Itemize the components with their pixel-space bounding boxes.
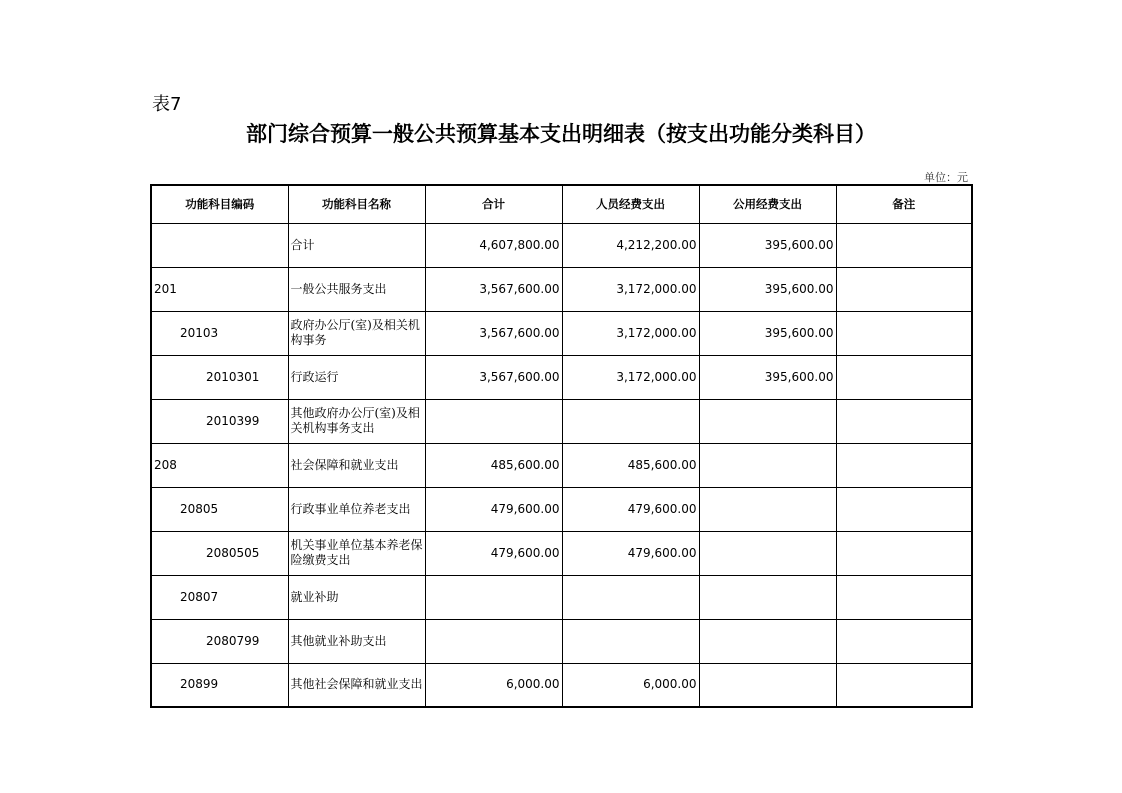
table-row xyxy=(151,355,972,399)
row-total xyxy=(425,619,562,663)
row-total: 485,600.00 xyxy=(425,443,562,487)
row-personnel: 485,600.00 xyxy=(562,443,699,487)
row-code: 201 xyxy=(151,267,288,311)
row-total xyxy=(425,399,562,443)
row-name: 其他就业补助支出 xyxy=(288,619,425,663)
row-name: 合计 xyxy=(288,223,425,267)
table-row xyxy=(151,575,972,619)
table-row xyxy=(151,531,972,575)
row-name: 行政运行 xyxy=(288,355,425,399)
header-function-code: 功能科目编码 xyxy=(151,185,288,223)
row-personnel: 479,600.00 xyxy=(562,487,699,531)
row-public: 395,600.00 xyxy=(699,267,836,311)
row-note xyxy=(836,619,972,663)
table-row xyxy=(151,267,972,311)
table-row xyxy=(151,311,972,355)
row-name: 其他社会保障和就业支出 xyxy=(288,663,425,707)
table-row xyxy=(151,663,972,707)
row-total: 479,600.00 xyxy=(425,531,562,575)
row-public xyxy=(699,443,836,487)
row-personnel: 479,600.00 xyxy=(562,531,699,575)
table-number-label: 表7 xyxy=(152,94,182,115)
row-public: 395,600.00 xyxy=(699,223,836,267)
row-note xyxy=(836,399,972,443)
row-name: 行政事业单位养老支出 xyxy=(288,487,425,531)
table-row xyxy=(151,399,972,443)
row-code: 20807 xyxy=(151,575,288,619)
row-personnel: 6,000.00 xyxy=(562,663,699,707)
page-title: 部门综合预算一般公共预算基本支出明细表（按支出功能分类科目） xyxy=(246,121,876,146)
row-code: 2080799 xyxy=(151,619,288,663)
row-note xyxy=(836,663,972,707)
row-personnel xyxy=(562,619,699,663)
row-public xyxy=(699,487,836,531)
row-note xyxy=(836,267,972,311)
row-public: 395,600.00 xyxy=(699,355,836,399)
table-row xyxy=(151,443,972,487)
row-total: 4,607,800.00 xyxy=(425,223,562,267)
row-public xyxy=(699,663,836,707)
header-total: 合计 xyxy=(425,185,562,223)
row-code: 2010301 xyxy=(151,355,288,399)
row-name: 其他政府办公厅(室)及相关机构事务支出 xyxy=(288,399,425,443)
row-public xyxy=(699,619,836,663)
row-note xyxy=(836,311,972,355)
header-public-expense: 公用经费支出 xyxy=(699,185,836,223)
row-total xyxy=(425,575,562,619)
row-personnel xyxy=(562,399,699,443)
table-row xyxy=(151,487,972,531)
row-name: 机关事业单位基本养老保险缴费支出 xyxy=(288,531,425,575)
row-personnel: 3,172,000.00 xyxy=(562,311,699,355)
row-note xyxy=(836,575,972,619)
row-personnel: 3,172,000.00 xyxy=(562,355,699,399)
row-name: 就业补助 xyxy=(288,575,425,619)
row-code: 208 xyxy=(151,443,288,487)
row-note xyxy=(836,223,972,267)
row-code xyxy=(151,223,288,267)
row-note xyxy=(836,443,972,487)
row-code: 2080505 xyxy=(151,531,288,575)
row-code: 20899 xyxy=(151,663,288,707)
unit-label: 单位：元 xyxy=(924,171,968,184)
row-total: 479,600.00 xyxy=(425,487,562,531)
row-code: 2010399 xyxy=(151,399,288,443)
header-remarks: 备注 xyxy=(836,185,972,223)
budget-table xyxy=(150,184,973,708)
row-public xyxy=(699,399,836,443)
row-public xyxy=(699,531,836,575)
row-total: 3,567,600.00 xyxy=(425,311,562,355)
row-personnel: 4,212,200.00 xyxy=(562,223,699,267)
row-public: 395,600.00 xyxy=(699,311,836,355)
row-total: 6,000.00 xyxy=(425,663,562,707)
row-note xyxy=(836,531,972,575)
row-note xyxy=(836,487,972,531)
row-name: 政府办公厅(室)及相关机构事务 xyxy=(288,311,425,355)
table-row xyxy=(151,223,972,267)
row-personnel: 3,172,000.00 xyxy=(562,267,699,311)
table-row xyxy=(151,619,972,663)
row-name: 一般公共服务支出 xyxy=(288,267,425,311)
row-name: 社会保障和就业支出 xyxy=(288,443,425,487)
row-total: 3,567,600.00 xyxy=(425,267,562,311)
header-function-name: 功能科目名称 xyxy=(288,185,425,223)
row-public xyxy=(699,575,836,619)
header-personnel-expense: 人员经费支出 xyxy=(562,185,699,223)
row-personnel xyxy=(562,575,699,619)
row-code: 20805 xyxy=(151,487,288,531)
row-code: 20103 xyxy=(151,311,288,355)
row-note xyxy=(836,355,972,399)
table-header-row xyxy=(151,185,972,223)
row-total: 3,567,600.00 xyxy=(425,355,562,399)
